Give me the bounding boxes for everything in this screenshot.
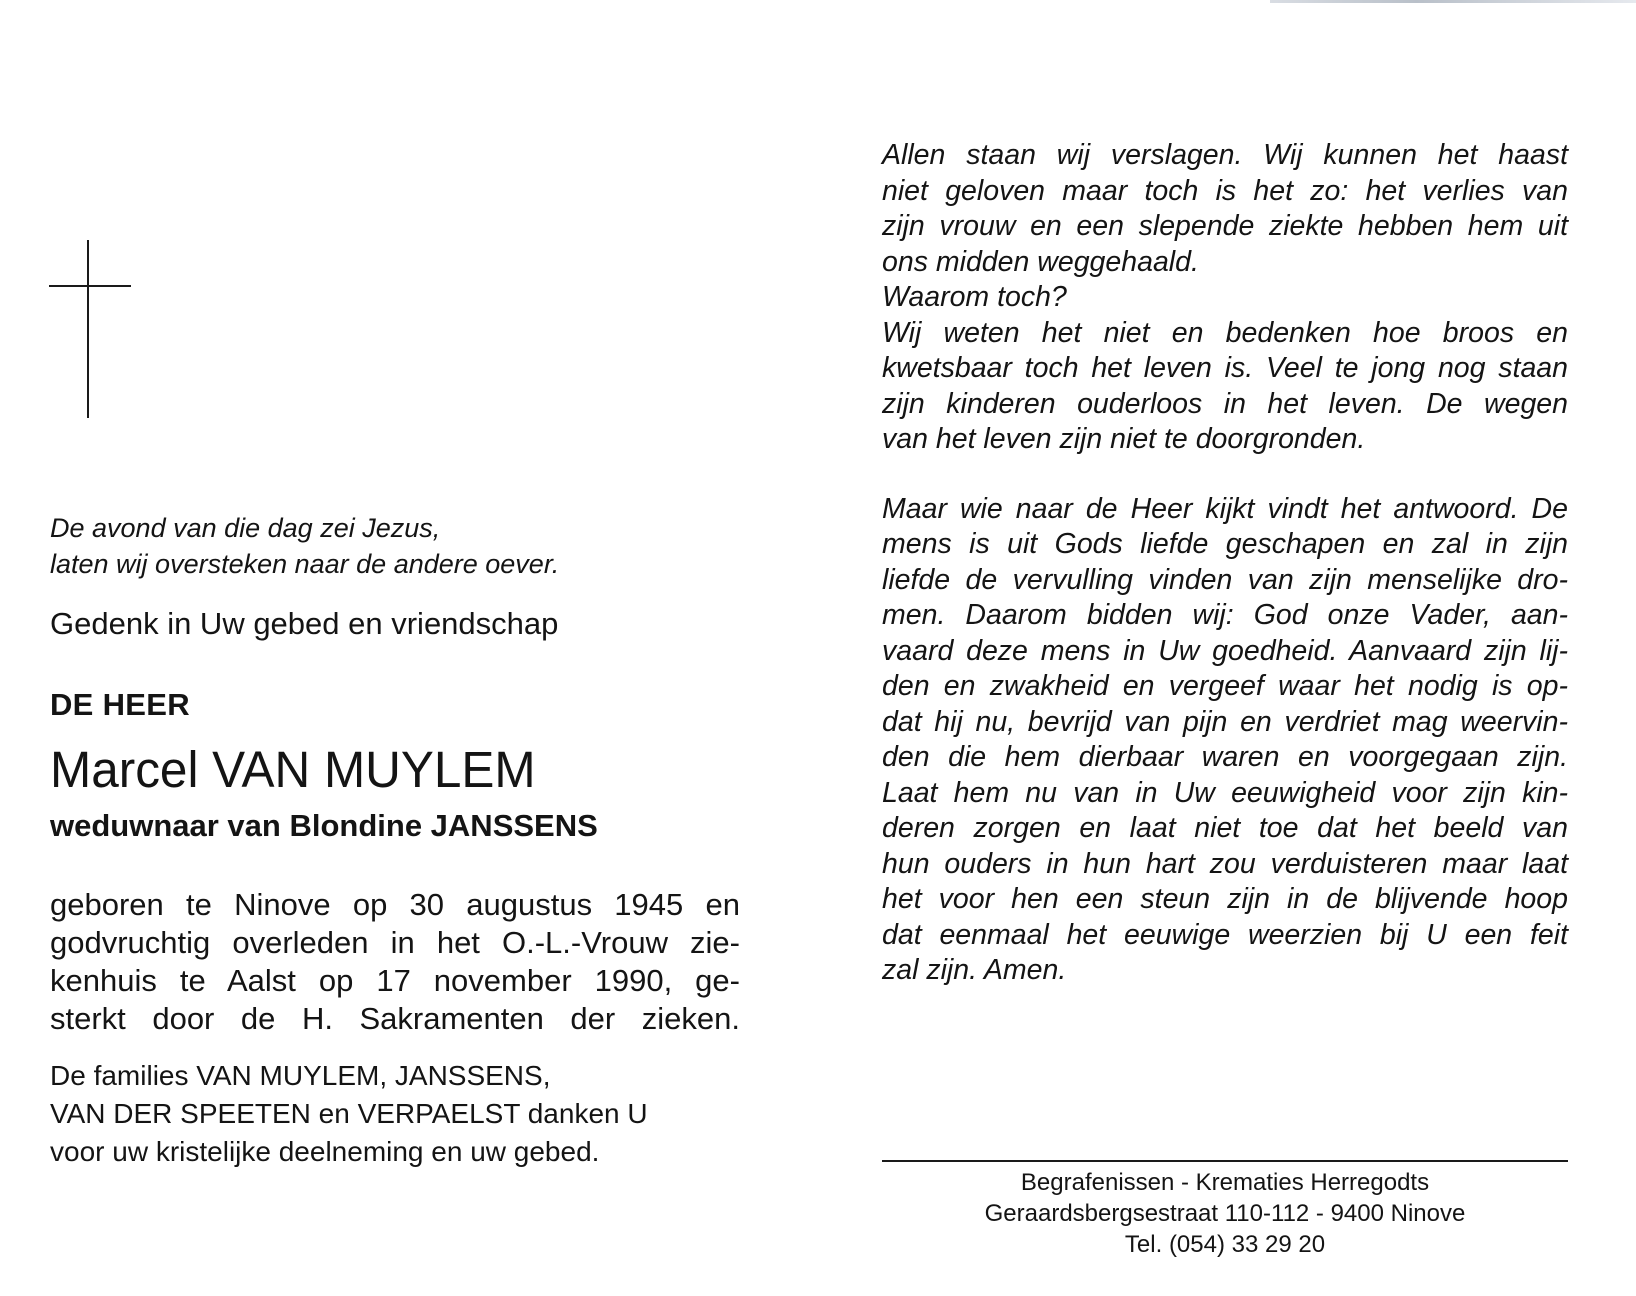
text-line: den en zwakheid en vergeef waar het nodig is op- [882,670,1568,702]
paragraph-2 [882,492,1568,989]
text-line: dat eenmaal het eeuwige weerzien bij U een feit [882,918,1568,951]
info-line: kenhuis te Aalst op 17 november 1990, ge- [50,963,740,998]
scan-edge [1270,0,1636,3]
quote-line: laten wij oversteken naar de andere oever. [50,549,560,579]
text-line: ons midden weggehaald. [882,245,1199,278]
text-line: Waarom toch? [882,281,1067,313]
company-address: Geraardsbergsestraat 110-112 - 9400 Ninove [984,1200,1466,1227]
remembrance-line: Gedenk in Uw gebed en vriendschap [50,606,559,641]
text-line: Allen staan wij verslagen. Wij kunnen het haast [882,139,1568,171]
paragraph-1 [882,138,1568,458]
text-line: zal zijn. Amen. [882,954,1067,986]
text-line: zijn vrouw en een slepende ziekte hebben hem uit [882,210,1568,242]
text-line: van het leven zijn niet te doorgronden. [882,423,1366,455]
company-phone: Tel. (054) 33 29 20 [1124,1231,1326,1258]
text-line: kwetsbaar toch het leven is. Veel te jong nog staan [882,352,1568,384]
text-line: dat hij nu, bevrijd van pijn en verdriet mag weervin- [882,705,1568,738]
text-line: den die hem dierbaar waren en voorgegaan zijn. [882,741,1568,773]
family-thanks [50,1057,648,1171]
text-line: mens is uit Gods liefde geschapen en zal in zijn [882,528,1568,560]
birth-death-info [50,886,740,1038]
thanks-line: VAN DER SPEETEN en VERPAELST danken U [50,1098,648,1129]
text-line: liefde de vervulling vinden van zijn menselijke dro- [882,563,1568,596]
text-line: Wij weten het niet en bedenken hoe broos en [882,316,1568,349]
text-line: Maar wie naar de Heer kijkt vindt het antwoord. De [882,492,1568,525]
thanks-line: voor uw kristelijke deelneming en uw gebed. [50,1136,600,1167]
funeral-home-info [882,1167,1568,1260]
text-line: hun ouders in hun hart zou verduisteren maar laat [882,847,1568,880]
info-line: geboren te Ninove op 30 augustus 1945 en [50,887,740,922]
company-name: Begrafenissen - Krematies Herregodts [1020,1169,1430,1196]
text-line: het voor hen een steun zijn in de blijvende hoop [882,883,1568,915]
quote-line: De avond van die dag zei Jezus, [50,513,441,543]
honorific-title: DE HEER [50,687,190,722]
text-line: vaard deze mens in Uw goedheid. Aanvaard zijn lij- [882,634,1568,667]
info-line: sterkt door de H. Sakramenten der zieken. [50,1001,740,1036]
text-line: zijn kinderen ouderloos in het leven. De wegen [882,387,1568,420]
footer-divider [882,1160,1568,1162]
thanks-line: De families VAN MUYLEM, JANSSENS, [50,1060,551,1091]
bible-quote [50,510,559,582]
info-line: godvruchtig overleden in het O.-L.-Vrouw zie- [50,925,740,960]
text-line: Laat hem nu van in Uw eeuwigheid voor zijn kin- [882,776,1568,809]
right-column-text [882,138,1568,989]
text-line: deren zorgen en laat niet toe dat het beeld van [882,812,1568,844]
widower-line: weduwnaar van Blondine JANSSENS [50,808,598,843]
deceased-name: Marcel VAN MUYLEM [50,741,536,798]
text-line: men. Daarom bidden wij: God onze Vader, aan- [882,599,1568,631]
cross-icon [49,240,131,418]
text-line: niet geloven maar toch is het zo: het verlies van [882,174,1568,207]
